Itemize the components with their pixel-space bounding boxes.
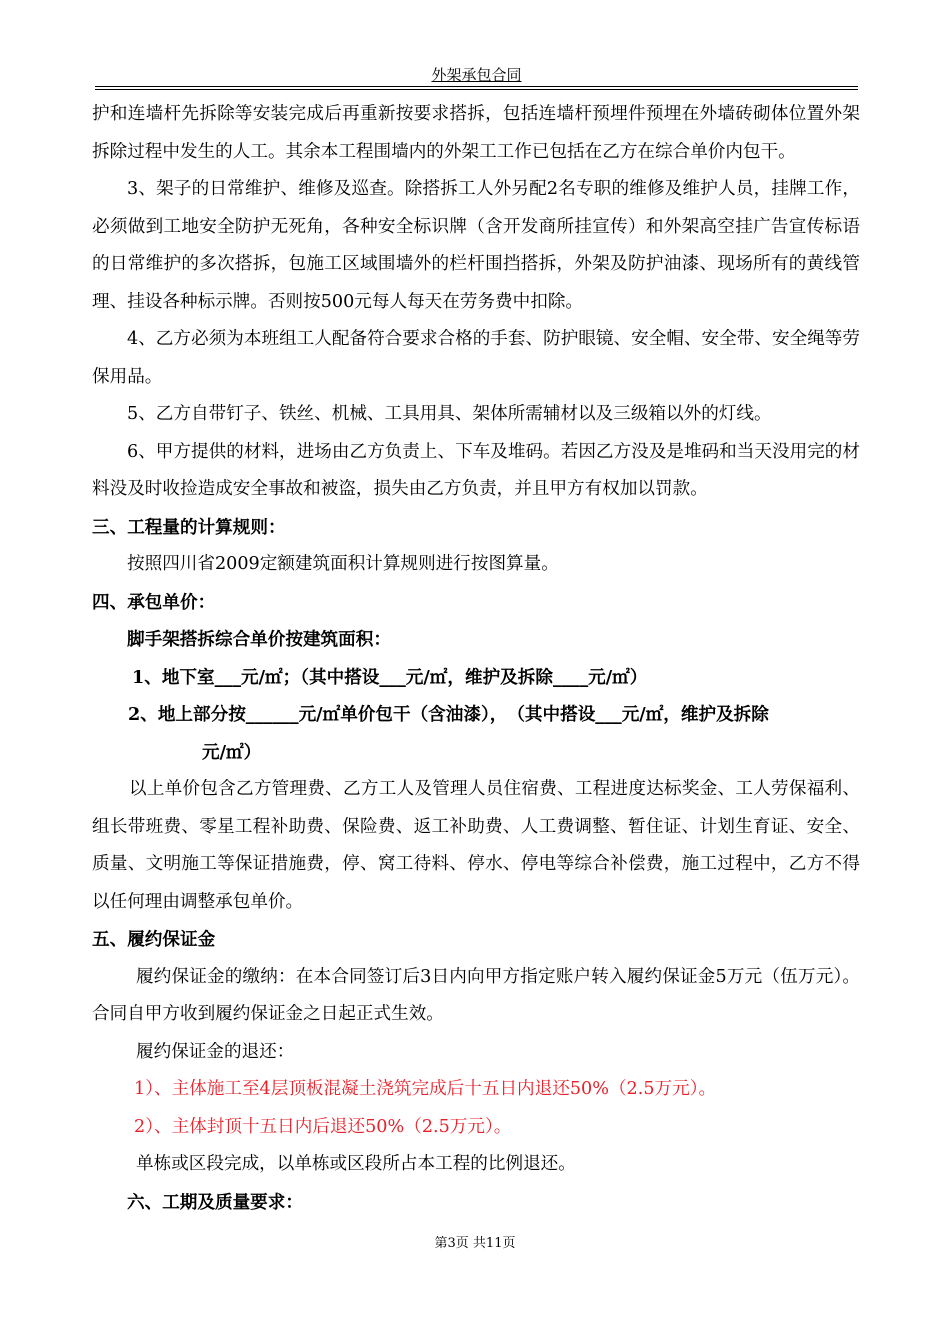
unit-price-inclusions: 以上单价包含乙方管理费、乙方工人及管理人员住宿费、工程进度达标奖金、工人劳保福利、组长带班费、零星工程补助费、保险费、返工补助费、人工费调整、暂住证、计划生育证、安全、质量、文明施工等保证措施费，停、窝工待料、停水、停电等综合补偿费，施工过程中，乙方不得以任何理由调整承包单价。 [92, 779, 860, 912]
header-rule-bottom [95, 89, 858, 90]
deposit-payment: 履约保证金的缴纳：在本合同签订后3日内向甲方指定账户转入履约保证金5万元（伍万元）。合同自甲方收到履约保证金之日起正式生效。 [92, 966, 860, 1024]
clause-6: 6、甲方提供的材料，进场由乙方负责上、下车及堆码。若因乙方没及是堆码和当天没用完的材料没及时收捡造成安全事故和被盗，损失由乙方负责，并且甲方有权加以罚款。 [92, 441, 860, 499]
clause-5: 5、乙方自带钉子、铁丝、机械、工具用具、架体所需辅材以及三级箱以外的灯线。 [127, 404, 772, 424]
paragraph-continuation: 护和连墙杆先拆除等安装完成后再重新按要求搭拆，包括连墙杆预埋件预埋在外墙砖砌体位置外架拆除过程中发生的人工。其余本工程围墙内的外架工工作已包括在乙方在综合单价内包干。 [92, 104, 860, 162]
header-rule-top [95, 86, 858, 87]
unit-price-intro: 脚手架搭拆综合单价按建筑面积： [127, 629, 391, 650]
calculation-rule-text: 按照四川省2009定额建筑面积计算规则进行按图算量。 [127, 554, 559, 574]
unit-price-above-ground-cont: 元/㎡） [202, 741, 262, 763]
page-header [95, 62, 858, 88]
section-3-heading: 三、工程量的计算规则： [92, 516, 286, 538]
clause-3: 3、架子的日常维护、维修及巡查。除搭拆工人外另配2名专职的维修及维护人员，挂牌工作，必须做到工地安全防护无死角，各种安全标识牌（含开发商所挂宣传）和外架高空挂广告宣传标语的日常维护的多次搭拆，包施工区域围墙外的栏杆围挡搭拆，外架及防护油漆、现场所有的黄线管理、挂设各种标示牌。否则按500元每人每天在劳务费中扣除。 [92, 179, 860, 312]
page-number: 第3页 共11页 [434, 1236, 516, 1251]
deposit-refund-heading: 履约保证金的退还： [136, 1041, 295, 1062]
section-5-heading: 五、履约保证金 [92, 929, 216, 950]
unit-price-basement: 1、地下室___元/㎡；（其中搭设___元/㎡，维护及拆除____元/㎡） [132, 666, 648, 688]
deposit-refund-item-1: 1）、主体施工至4层顶板混凝土浇筑完成后十五日内退还50%（2.5万元）。 [134, 1079, 717, 1099]
unit-price-above-ground: 2、地上部分按______元/㎡单价包干（含油漆）， （其中搭设___元/㎡，维护及拆除 [128, 704, 769, 725]
clause-4: 4、乙方必须为本班组工人配备符合要求合格的手套、防护眼镜、安全帽、安全带、安全绳等劳保用品。 [92, 329, 860, 387]
deposit-refund-item-2: 2）、主体封顶十五日内后退还50%（2.5万元）。 [134, 1116, 512, 1137]
deposit-refund-proportion: 单栋或区段完成，以单栋或区段所占本工程的比例退还。 [136, 1154, 576, 1174]
section-6-heading: 六、工期及质量要求： [127, 1191, 303, 1213]
header-title: 外架承包合同 [431, 66, 522, 84]
document-body [92, 96, 860, 1221]
section-4-heading: 四、承包单价： [92, 591, 216, 613]
